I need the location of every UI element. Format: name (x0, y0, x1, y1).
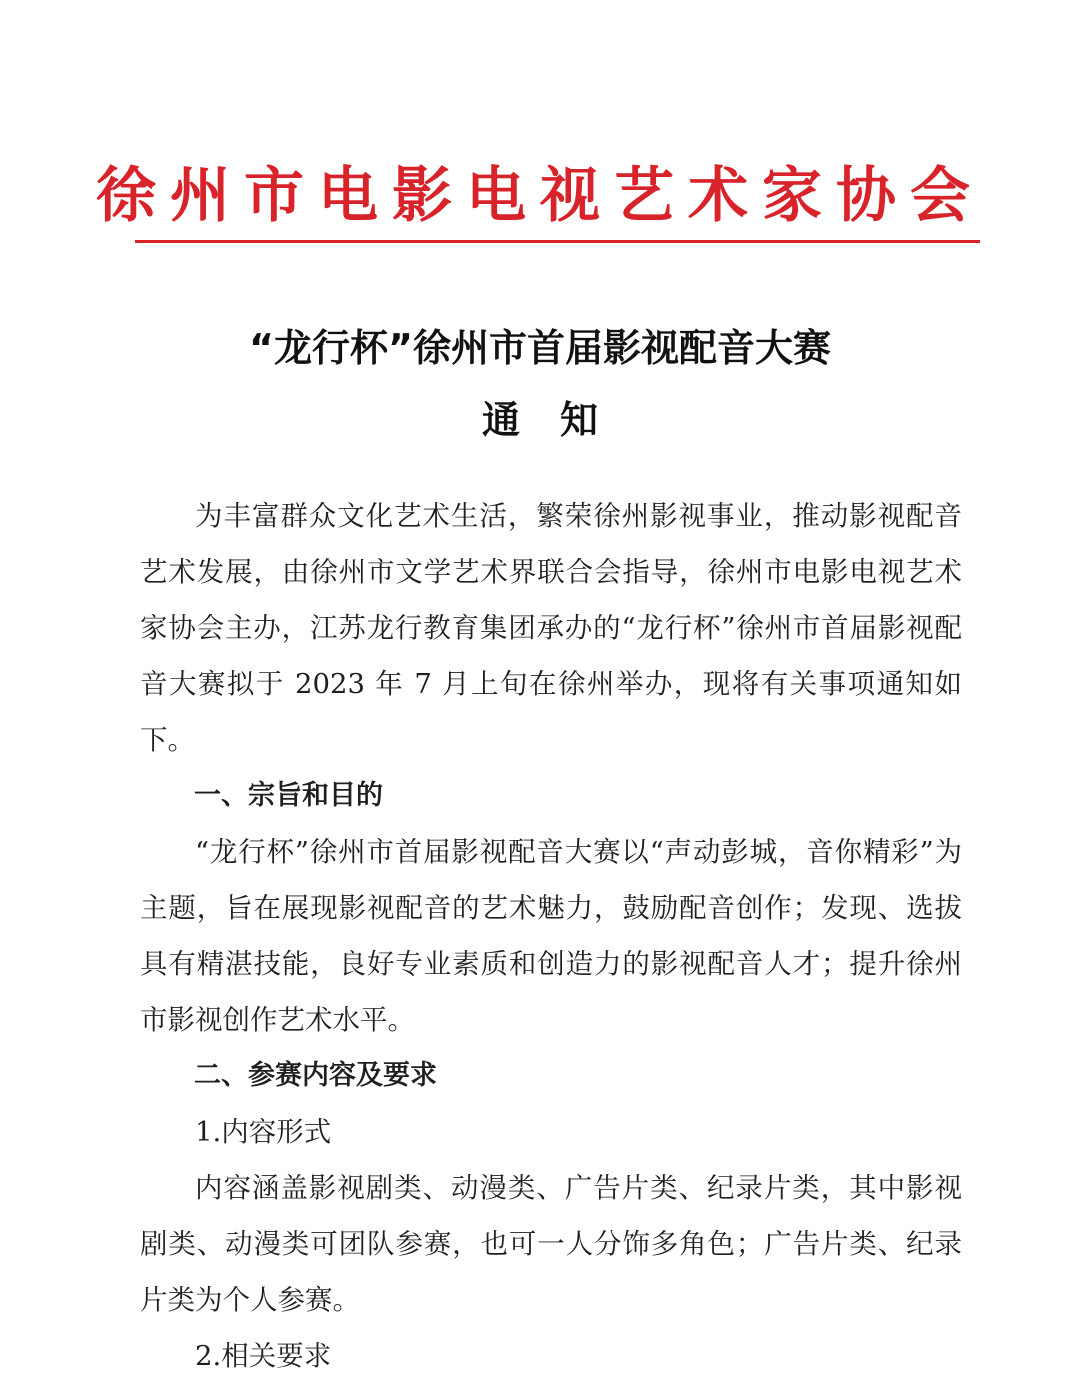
section-heading-purpose: 一、宗旨和目的 (194, 780, 383, 811)
organization-header: 徐州市电影电视艺术家协会 (96, 161, 984, 231)
item-heading-content-form: 1.内容形式 (195, 1116, 332, 1148)
item-heading-requirements: 2.相关要求 (195, 1340, 332, 1372)
purpose-paragraph: “龙行杯”徐州市首届影视配音大赛以“声动彭城，音你精彩”为主题，旨在展现影视配音的艺术魅力，鼓励配音创作；发现、选拔具有精湛技能，良好专业素质和创造力的影视配音人才；提升徐州市影视创作艺术水平。 (140, 836, 962, 1036)
header-divider (135, 240, 980, 243)
notice-body (140, 488, 962, 1384)
intro-paragraph: 为丰富群众文化艺术生活，繁荣徐州影视事业，推动影视配音艺术发展，由徐州市文学艺术界联合会指导，徐州市电影电视艺术家协会主办，江苏龙行教育集团承办的“龙行杯”徐州市首届影视配音大赛拟于 2023 年 7 月上旬在徐州举办，现将有关事项通知如下。 (140, 500, 962, 756)
notice-subtitle: 通知 (481, 398, 638, 442)
content-form-paragraph: 内容涵盖影视剧类、动漫类、广告片类、纪录片类，其中影视剧类、动漫类可团队参赛，也可一人分饰多角色；广告片类、纪录片类为个人参赛。 (140, 1172, 962, 1316)
section-heading-requirements: 二、参赛内容及要求 (194, 1060, 437, 1091)
notice-title: “龙行杯”徐州市首届影视配音大赛 (249, 326, 831, 370)
